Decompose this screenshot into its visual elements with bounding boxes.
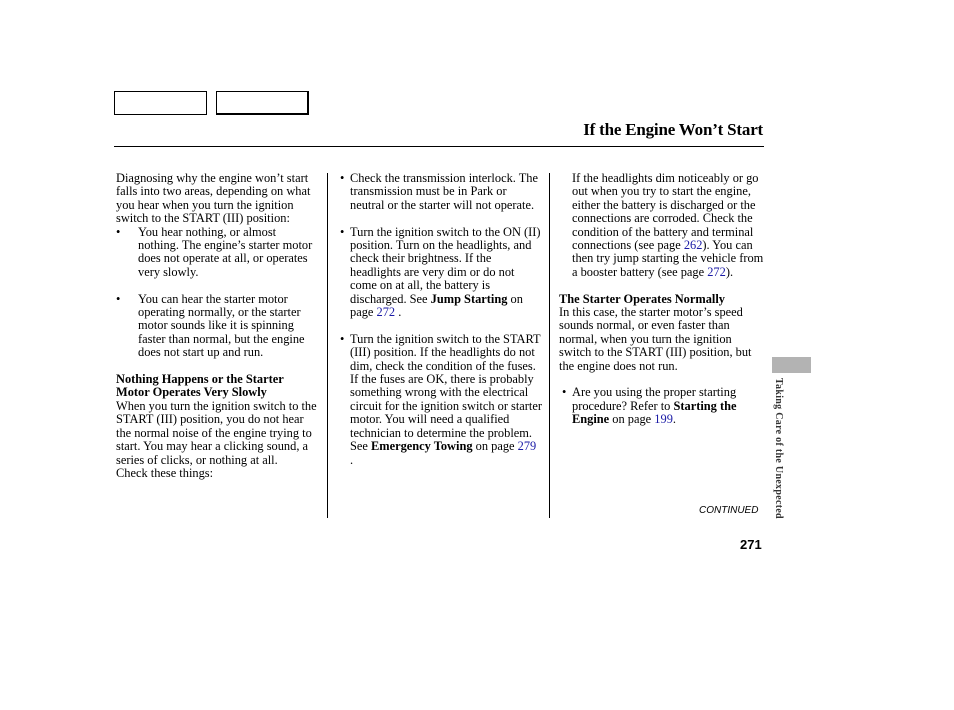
- nav-button-next[interactable]: [216, 91, 309, 115]
- title-rule: [114, 146, 764, 147]
- column-3: [559, 172, 764, 427]
- column-1: [116, 172, 320, 480]
- section-heading: Nothing Happens or the Starter Motor Operates Very Slowly: [116, 372, 284, 400]
- cross-reference: Jump Starting: [430, 291, 508, 306]
- list-item: • Turn the ignition switch to the ON (II) position. Turn on the headlights, and check their brightness. If the headlights are very dim or do not come on at all, the battery is discharged. See Jump Starting on page 272 .: [340, 224, 541, 320]
- list-item: • You can hear the starter motor operating normally, or the starter motor sounds like it is spinning faster than normal, but the engine does not start up and run.: [116, 291, 305, 360]
- nav-button-previous[interactable]: [114, 91, 207, 115]
- column-divider: [549, 173, 550, 518]
- page-link-279[interactable]: 279: [517, 439, 537, 454]
- page-number: 271: [740, 537, 762, 552]
- bullet-icon: •: [340, 224, 345, 239]
- column-2: [340, 172, 542, 467]
- bullet-icon: •: [340, 331, 345, 346]
- body-paragraph: If the headlights dim noticeably or go out when you try to start the engine, either the battery is discharged or the connections are corroded. Check the condition of the battery and terminal connections (see page 262). You can then try jump starting the vehicle from a booster battery (see page 272).: [572, 171, 764, 279]
- bullet-icon: •: [116, 224, 121, 239]
- bullet-icon: •: [562, 385, 567, 400]
- page-title: If the Engine Won’t Start: [583, 120, 763, 139]
- section-heading: The Starter Operates Normally: [559, 291, 725, 306]
- cross-reference: Emergency Towing: [371, 439, 473, 454]
- list-item: • Check the transmission interlock. The transmission must be in Park or neutral or the starter will not operate.: [340, 171, 539, 212]
- closing-line: Check these things:: [116, 465, 214, 480]
- list-item: • Are you using the proper starting procedure? Refer to Starting the Engine on page 199.: [562, 385, 737, 427]
- list-item: • Turn the ignition switch to the START (III) position. If the headlights do not dim, check the condition of the fuses. If the fuses are OK, there is probably something wrong with the electrical circuit for the ignition switch or starter motor. You will need a qualified technician to determine the problem. See Emergency Towing on page 279 .: [340, 331, 543, 467]
- section-tab-marker: [772, 357, 811, 373]
- list-item: • You hear nothing, or almost nothing. The engine’s starter motor does not operate at all, or operates very slowly.: [116, 224, 313, 279]
- page-link-272[interactable]: 272: [707, 264, 726, 279]
- section-side-label: Taking Care of the Unexpected: [773, 378, 784, 519]
- page-link-272[interactable]: 272: [376, 305, 396, 320]
- intro-paragraph: Diagnosing why the engine won’t start falls into two areas, depending on what you hear when you turn the ignition switch to the START (III) position:: [116, 171, 311, 226]
- bullet-icon: •: [116, 291, 121, 306]
- column-divider: [327, 173, 328, 518]
- page-link-199[interactable]: 199: [654, 412, 673, 427]
- body-paragraph: In this case, the starter motor’s speed sounds normal, or even faster than normal, when you turn the ignition switch to the START (III) position, but the engine does not run.: [559, 305, 752, 373]
- cross-reference: Starting the Engine: [572, 398, 737, 427]
- page-link-262[interactable]: 262: [683, 238, 703, 253]
- continued-label: CONTINUED: [699, 505, 759, 516]
- bullet-icon: •: [340, 171, 345, 185]
- body-paragraph: When you turn the ignition switch to the START (III) position, you do not hear the normal noise of the engine trying to start. You may hear a clicking sound, a series of clicks, or nothing at all.: [116, 398, 317, 467]
